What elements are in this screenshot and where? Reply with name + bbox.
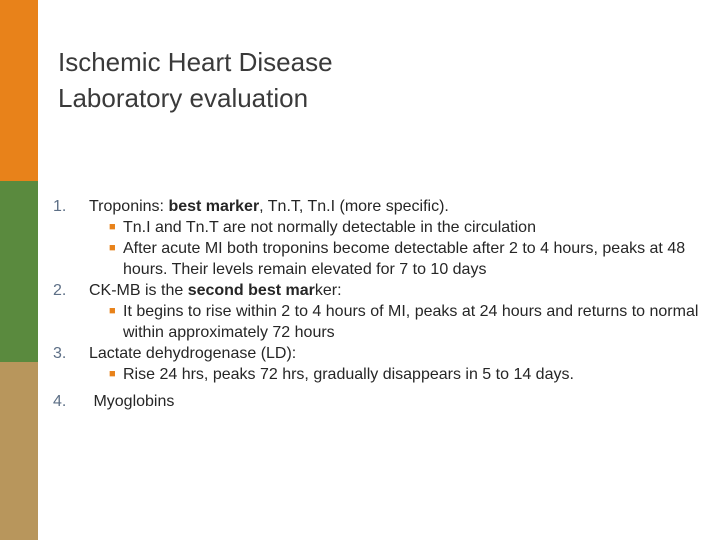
square-bullet-icon: ■ <box>109 221 116 233</box>
item-text: , Tn.T, Tn.I (more specific). <box>259 198 449 215</box>
item-text: Lactate dehydrogenase (LD): <box>89 345 297 362</box>
sub-item-text: It begins to rise within 2 to 4 hours of MI, peaks at 24 hours and returns to normal within approximately 72 hours <box>123 303 699 341</box>
list-item-troponins <box>53 196 703 217</box>
list-number: 2. <box>53 282 67 299</box>
item-text: Myoglobins <box>89 393 175 410</box>
slide-title <box>58 44 333 116</box>
item-text: CK-MB is the <box>89 282 188 299</box>
title-line-1: Ischemic Heart Disease <box>58 47 333 77</box>
sub-item-text: After acute MI both troponins become detectable after 2 to 4 hours, peaks at 48 hours. Their levels remain elevated for 7 to 10 days <box>123 240 686 278</box>
sub-item-text: Tn.I and Tn.T are not normally detectable in the circulation <box>123 219 536 236</box>
list-number: 1. <box>53 198 67 215</box>
sub-item <box>53 301 703 343</box>
list-item-ld <box>53 343 703 364</box>
square-bullet-icon: ■ <box>109 242 116 254</box>
sub-item-text: Rise 24 hrs, peaks 72 hrs, gradually disappears in 5 to 14 days. <box>123 366 574 383</box>
title-line-2: Laboratory evaluation <box>58 83 309 113</box>
square-bullet-icon: ■ <box>109 368 116 380</box>
list-number: 4. <box>53 393 67 410</box>
item-text: ker: <box>314 282 342 299</box>
slide-body <box>53 196 703 412</box>
item-text: Troponins: <box>89 198 169 215</box>
accent-band-orange <box>0 0 38 181</box>
accent-band-tan <box>0 362 38 540</box>
accent-band-green <box>0 181 38 362</box>
list-item-myoglobins <box>53 391 703 412</box>
sub-item <box>53 217 703 238</box>
item-bold-text: second best mar <box>187 282 315 299</box>
sub-item <box>53 238 703 280</box>
list-item-ckmb <box>53 280 703 301</box>
square-bullet-icon: ■ <box>109 305 116 317</box>
item-bold-text: best marker <box>168 198 260 215</box>
list-number: 3. <box>53 345 67 362</box>
sub-item <box>53 364 703 385</box>
